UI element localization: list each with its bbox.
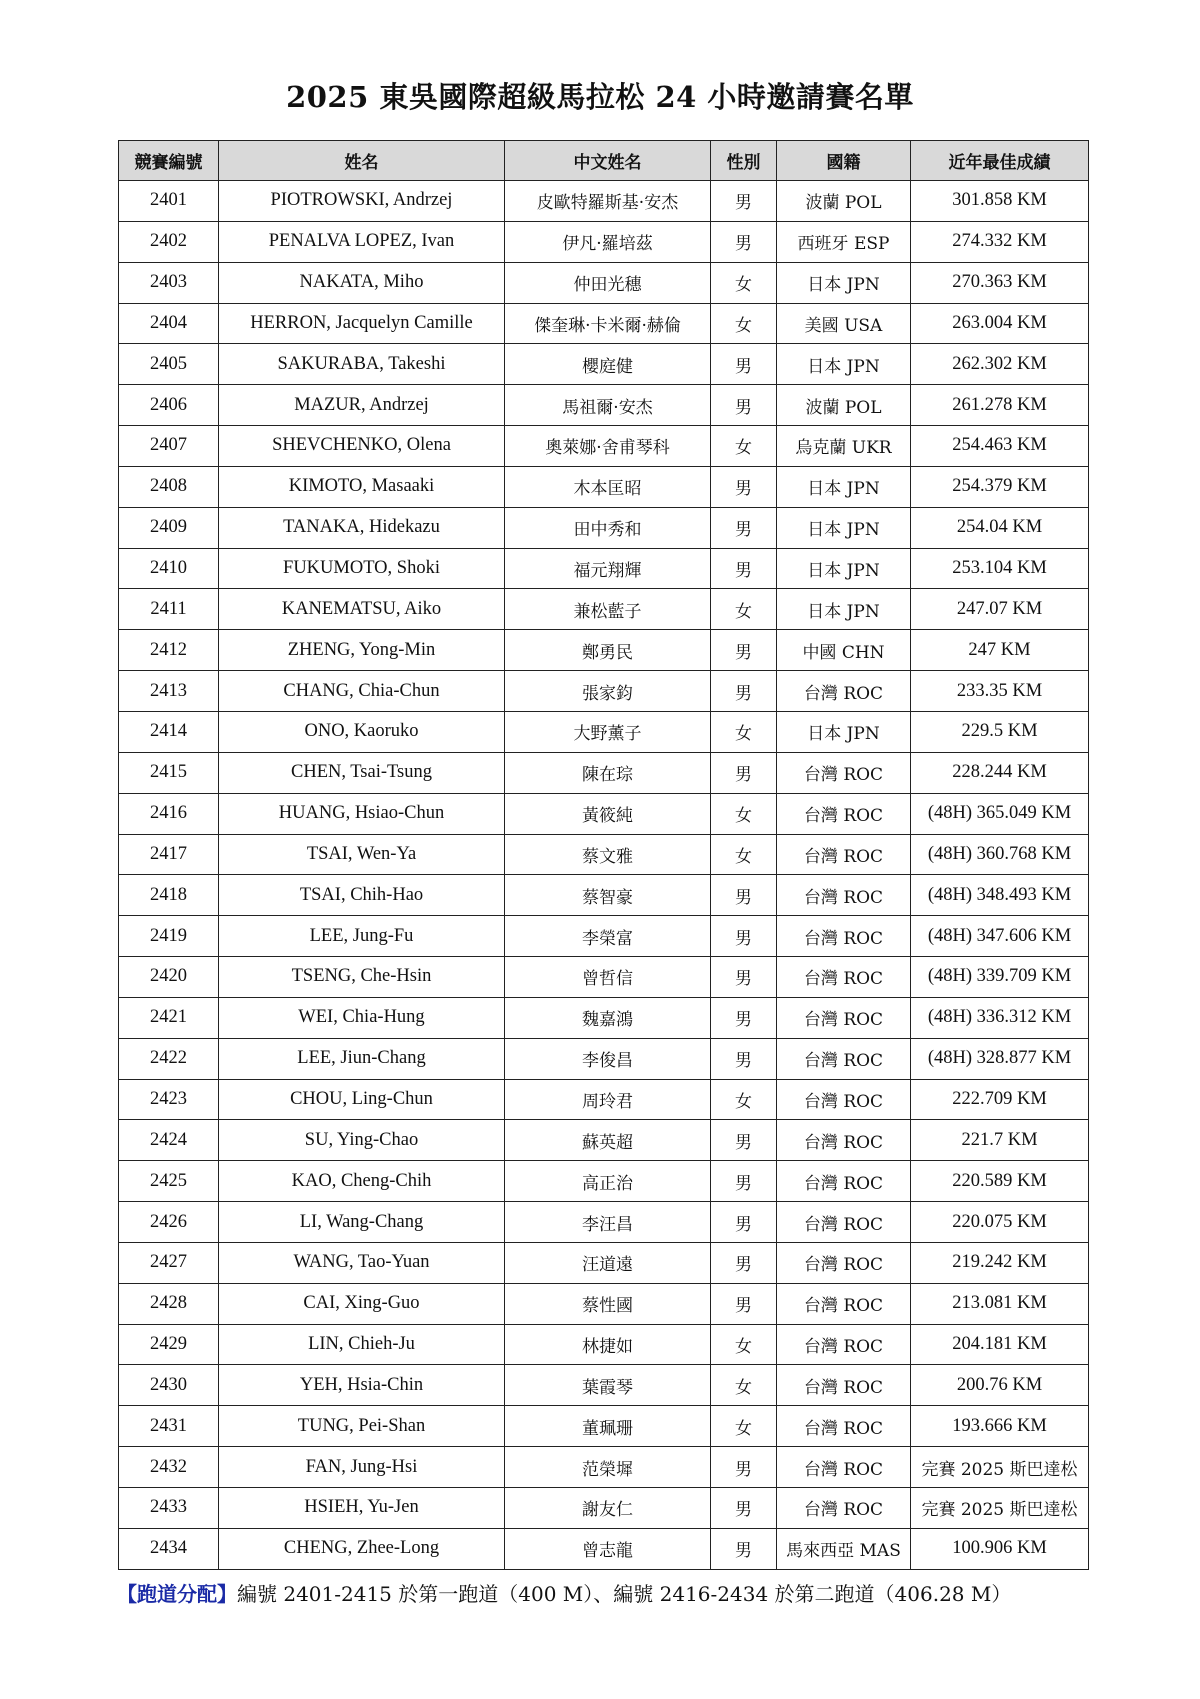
cell-nationality: 美國 USA [777,303,911,344]
cell-nationality: 波蘭 POL [777,181,911,222]
header-bib-number: 競賽編號 [119,141,219,181]
cell-name: LIN, Chieh-Ju [219,1324,505,1365]
cell-chinese-name: 木本匡昭 [505,466,711,507]
cell-nationality: 台灣 ROC [777,752,911,793]
cell-nationality: 中國 CHN [777,630,911,671]
page-title: 2025 東吳國際超級馬拉松 24 小時邀請賽名單 [286,80,914,114]
cell-name: TUNG, Pei-Shan [219,1406,505,1447]
cell-chinese-name: 傑奎琳·卡米爾·赫倫 [505,303,711,344]
table-body [119,181,1089,1570]
cell-chinese-name: 福元翔輝 [505,548,711,589]
cell-best-result: 263.004 KM [911,303,1089,344]
cell-gender: 女 [711,589,777,630]
cell-chinese-name: 伊凡·羅培茲 [505,221,711,262]
cell-gender: 女 [711,1079,777,1120]
table-row [119,957,1089,998]
cell-best-result: (48H) 347.606 KM [911,916,1089,957]
cell-gender: 女 [711,1324,777,1365]
cell-nationality: 台灣 ROC [777,957,911,998]
table-row [119,1488,1089,1529]
cell-bib-number: 2413 [119,671,219,712]
table-row [119,1202,1089,1243]
cell-gender: 男 [711,1528,777,1569]
cell-best-result: 220.075 KM [911,1202,1089,1243]
cell-bib-number: 2408 [119,466,219,507]
cell-name: CHANG, Chia-Chun [219,671,505,712]
cell-chinese-name: 李汪昌 [505,1202,711,1243]
cell-best-result: 221.7 KM [911,1120,1089,1161]
cell-best-result: 262.302 KM [911,344,1089,385]
cell-nationality: 台灣 ROC [777,875,911,916]
cell-best-result: 220.589 KM [911,1161,1089,1202]
table-row [119,793,1089,834]
cell-chinese-name: 魏嘉鴻 [505,997,711,1038]
cell-name: ONO, Kaoruko [219,711,505,752]
cell-nationality: 西班牙 ESP [777,221,911,262]
cell-bib-number: 2421 [119,997,219,1038]
cell-name: CHENG, Zhee-Long [219,1528,505,1569]
cell-chinese-name: 皮歐特羅斯基·安杰 [505,181,711,222]
cell-bib-number: 2404 [119,303,219,344]
cell-name: HSIEH, Yu-Jen [219,1488,505,1529]
cell-best-result: (48H) 328.877 KM [911,1038,1089,1079]
cell-name: HERRON, Jacquelyn Camille [219,303,505,344]
track-assignment-label: 【跑道分配】 [117,1582,237,1606]
cell-chinese-name: 馬祖爾·安杰 [505,385,711,426]
cell-best-result: 193.666 KM [911,1406,1089,1447]
cell-chinese-name: 李榮富 [505,916,711,957]
cell-nationality: 日本 JPN [777,466,911,507]
cell-gender: 男 [711,875,777,916]
table-row [119,1365,1089,1406]
table-row [119,711,1089,752]
cell-name: PIOTROWSKI, Andrzej [219,181,505,222]
cell-best-result: 270.363 KM [911,262,1089,303]
cell-chinese-name: 蔡文雅 [505,834,711,875]
cell-nationality: 台灣 ROC [777,1079,911,1120]
table-row [119,875,1089,916]
table-row [119,1161,1089,1202]
cell-bib-number: 2427 [119,1242,219,1283]
cell-name: CHOU, Ling-Chun [219,1079,505,1120]
cell-gender: 男 [711,997,777,1038]
cell-gender: 男 [711,752,777,793]
cell-gender: 男 [711,221,777,262]
cell-bib-number: 2403 [119,262,219,303]
cell-nationality: 烏克蘭 UKR [777,426,911,467]
cell-nationality: 台灣 ROC [777,1242,911,1283]
cell-name: CAI, Xing-Guo [219,1283,505,1324]
cell-name: WEI, Chia-Hung [219,997,505,1038]
cell-gender: 男 [711,181,777,222]
cell-chinese-name: 汪道遠 [505,1242,711,1283]
cell-chinese-name: 兼松藍子 [505,589,711,630]
cell-name: KAO, Cheng-Chih [219,1161,505,1202]
header-best-result: 近年最佳成績 [911,141,1089,181]
cell-gender: 男 [711,1242,777,1283]
cell-best-result: 261.278 KM [911,385,1089,426]
cell-name: PENALVA LOPEZ, Ivan [219,221,505,262]
cell-best-result: 204.181 KM [911,1324,1089,1365]
cell-nationality: 台灣 ROC [777,1406,911,1447]
cell-best-result: 247.07 KM [911,589,1089,630]
cell-gender: 女 [711,303,777,344]
table-row [119,1242,1089,1283]
cell-gender: 女 [711,426,777,467]
cell-chinese-name: 黃筱純 [505,793,711,834]
cell-chinese-name: 周玲君 [505,1079,711,1120]
cell-best-result: 254.379 KM [911,466,1089,507]
cell-name: MAZUR, Andrzej [219,385,505,426]
cell-best-result: 219.242 KM [911,1242,1089,1283]
header-name: 姓名 [219,141,505,181]
cell-name: TSENG, Che-Hsin [219,957,505,998]
cell-bib-number: 2412 [119,630,219,671]
cell-chinese-name: 董珮珊 [505,1406,711,1447]
cell-best-result: 301.858 KM [911,181,1089,222]
cell-gender: 男 [711,630,777,671]
cell-bib-number: 2406 [119,385,219,426]
table-row [119,303,1089,344]
cell-bib-number: 2420 [119,957,219,998]
cell-gender: 女 [711,793,777,834]
cell-bib-number: 2430 [119,1365,219,1406]
cell-gender: 女 [711,1365,777,1406]
cell-bib-number: 2414 [119,711,219,752]
cell-nationality: 波蘭 POL [777,385,911,426]
cell-nationality: 台灣 ROC [777,1488,911,1529]
cell-best-result: 233.35 KM [911,671,1089,712]
table-row [119,997,1089,1038]
cell-bib-number: 2422 [119,1038,219,1079]
cell-name: LI, Wang-Chang [219,1202,505,1243]
cell-chinese-name: 田中秀和 [505,507,711,548]
cell-gender: 男 [711,1202,777,1243]
cell-best-result: (48H) 336.312 KM [911,997,1089,1038]
cell-name: TSAI, Wen-Ya [219,834,505,875]
cell-name: SHEVCHENKO, Olena [219,426,505,467]
cell-nationality: 日本 JPN [777,344,911,385]
header-gender: 性別 [711,141,777,181]
cell-gender: 女 [711,834,777,875]
table-row [119,916,1089,957]
cell-nationality: 馬來西亞 MAS [777,1528,911,1569]
cell-bib-number: 2429 [119,1324,219,1365]
cell-gender: 男 [711,1447,777,1488]
cell-chinese-name: 林捷如 [505,1324,711,1365]
cell-gender: 男 [711,344,777,385]
cell-gender: 男 [711,1161,777,1202]
cell-name: CHEN, Tsai-Tsung [219,752,505,793]
cell-name: YEH, Hsia-Chin [219,1365,505,1406]
table-row [119,1079,1089,1120]
cell-name: HUANG, Hsiao-Chun [219,793,505,834]
cell-chinese-name: 蘇英超 [505,1120,711,1161]
cell-chinese-name: 曾志龍 [505,1528,711,1569]
cell-nationality: 台灣 ROC [777,1161,911,1202]
cell-nationality: 日本 JPN [777,507,911,548]
cell-best-result: 253.104 KM [911,548,1089,589]
cell-chinese-name: 陳在琮 [505,752,711,793]
cell-nationality: 台灣 ROC [777,1365,911,1406]
cell-bib-number: 2432 [119,1447,219,1488]
cell-bib-number: 2405 [119,344,219,385]
cell-name: LEE, Jiun-Chang [219,1038,505,1079]
cell-bib-number: 2415 [119,752,219,793]
cell-chinese-name: 鄭勇民 [505,630,711,671]
table-row [119,221,1089,262]
cell-chinese-name: 奧萊娜·舍甫琴科 [505,426,711,467]
cell-best-result: 213.081 KM [911,1283,1089,1324]
cell-nationality: 日本 JPN [777,589,911,630]
cell-bib-number: 2431 [119,1406,219,1447]
cell-nationality: 台灣 ROC [777,1324,911,1365]
cell-best-result: (48H) 365.049 KM [911,793,1089,834]
cell-bib-number: 2417 [119,834,219,875]
cell-gender: 男 [711,1038,777,1079]
cell-nationality: 台灣 ROC [777,916,911,957]
track-assignment-note [117,1578,1011,1607]
cell-name: TANAKA, Hidekazu [219,507,505,548]
table-row [119,630,1089,671]
cell-bib-number: 2433 [119,1488,219,1529]
cell-bib-number: 2428 [119,1283,219,1324]
table-row [119,262,1089,303]
table-row [119,426,1089,467]
cell-chinese-name: 大野薰子 [505,711,711,752]
cell-gender: 男 [711,385,777,426]
cell-nationality: 台灣 ROC [777,1447,911,1488]
cell-best-result: 274.332 KM [911,221,1089,262]
cell-chinese-name: 李俊昌 [505,1038,711,1079]
cell-nationality: 台灣 ROC [777,997,911,1038]
cell-bib-number: 2409 [119,507,219,548]
header-nationality: 國籍 [777,141,911,181]
cell-bib-number: 2416 [119,793,219,834]
cell-name: FUKUMOTO, Shoki [219,548,505,589]
cell-nationality: 台灣 ROC [777,1202,911,1243]
cell-gender: 男 [711,957,777,998]
cell-best-result: 229.5 KM [911,711,1089,752]
cell-nationality: 台灣 ROC [777,1038,911,1079]
header-chinese-name: 中文姓名 [505,141,711,181]
cell-gender: 男 [711,1488,777,1529]
cell-nationality: 台灣 ROC [777,1120,911,1161]
cell-chinese-name: 張家鈞 [505,671,711,712]
cell-bib-number: 2434 [119,1528,219,1569]
table-header-row [119,141,1089,181]
cell-best-result: (48H) 348.493 KM [911,875,1089,916]
cell-best-result: 254.463 KM [911,426,1089,467]
table-row [119,344,1089,385]
cell-name: NAKATA, Miho [219,262,505,303]
cell-gender: 男 [711,507,777,548]
track-assignment-text: 編號 2401-2415 於第一跑道（400 M）、編號 2416-2434 於第二跑道（406.28 M） [237,1582,1012,1606]
cell-bib-number: 2423 [119,1079,219,1120]
cell-best-result: 100.906 KM [911,1528,1089,1569]
cell-bib-number: 2424 [119,1120,219,1161]
cell-best-result: 254.04 KM [911,507,1089,548]
cell-name: TSAI, Chih-Hao [219,875,505,916]
cell-bib-number: 2426 [119,1202,219,1243]
cell-chinese-name: 櫻庭健 [505,344,711,385]
cell-nationality: 台灣 ROC [777,1283,911,1324]
cell-gender: 男 [711,671,777,712]
cell-gender: 男 [711,916,777,957]
cell-name: KANEMATSU, Aiko [219,589,505,630]
table-row [119,589,1089,630]
table-row [119,671,1089,712]
cell-best-result: (48H) 360.768 KM [911,834,1089,875]
cell-best-result: 完賽 2025 斯巴達松 [911,1488,1089,1529]
table-row [119,548,1089,589]
cell-nationality: 台灣 ROC [777,834,911,875]
cell-gender: 男 [711,466,777,507]
cell-bib-number: 2419 [119,916,219,957]
table-row [119,1406,1089,1447]
cell-name: SU, Ying-Chao [219,1120,505,1161]
cell-name: ZHENG, Yong-Min [219,630,505,671]
cell-chinese-name: 范榮墀 [505,1447,711,1488]
cell-chinese-name: 仲田光穗 [505,262,711,303]
cell-chinese-name: 曾哲信 [505,957,711,998]
table-row [119,181,1089,222]
cell-bib-number: 2401 [119,181,219,222]
cell-name: SAKURABA, Takeshi [219,344,505,385]
cell-chinese-name: 謝友仁 [505,1488,711,1529]
cell-bib-number: 2407 [119,426,219,467]
cell-chinese-name: 蔡性國 [505,1283,711,1324]
cell-name: LEE, Jung-Fu [219,916,505,957]
cell-nationality: 日本 JPN [777,548,911,589]
table-row [119,1528,1089,1569]
cell-bib-number: 2425 [119,1161,219,1202]
table-row [119,1283,1089,1324]
cell-chinese-name: 高正治 [505,1161,711,1202]
cell-gender: 男 [711,1120,777,1161]
table-row [119,1324,1089,1365]
table-row [119,834,1089,875]
roster-table [118,140,1089,1570]
cell-nationality: 日本 JPN [777,262,911,303]
cell-name: KIMOTO, Masaaki [219,466,505,507]
cell-chinese-name: 葉霞琴 [505,1365,711,1406]
table-row [119,752,1089,793]
table-row [119,1120,1089,1161]
cell-best-result: 完賽 2025 斯巴達松 [911,1447,1089,1488]
cell-bib-number: 2418 [119,875,219,916]
cell-bib-number: 2410 [119,548,219,589]
cell-bib-number: 2411 [119,589,219,630]
table-row [119,1447,1089,1488]
cell-gender: 女 [711,262,777,303]
table-row [119,385,1089,426]
cell-nationality: 台灣 ROC [777,671,911,712]
cell-best-result: 200.76 KM [911,1365,1089,1406]
cell-best-result: (48H) 339.709 KM [911,957,1089,998]
table-row [119,507,1089,548]
cell-chinese-name: 蔡智豪 [505,875,711,916]
cell-gender: 女 [711,711,777,752]
cell-name: FAN, Jung-Hsi [219,1447,505,1488]
cell-bib-number: 2402 [119,221,219,262]
table-row [119,466,1089,507]
cell-nationality: 日本 JPN [777,711,911,752]
cell-gender: 男 [711,548,777,589]
cell-best-result: 228.244 KM [911,752,1089,793]
cell-best-result: 247 KM [911,630,1089,671]
cell-best-result: 222.709 KM [911,1079,1089,1120]
cell-gender: 女 [711,1406,777,1447]
cell-nationality: 台灣 ROC [777,793,911,834]
cell-gender: 男 [711,1283,777,1324]
cell-name: WANG, Tao-Yuan [219,1242,505,1283]
table-row [119,1038,1089,1079]
